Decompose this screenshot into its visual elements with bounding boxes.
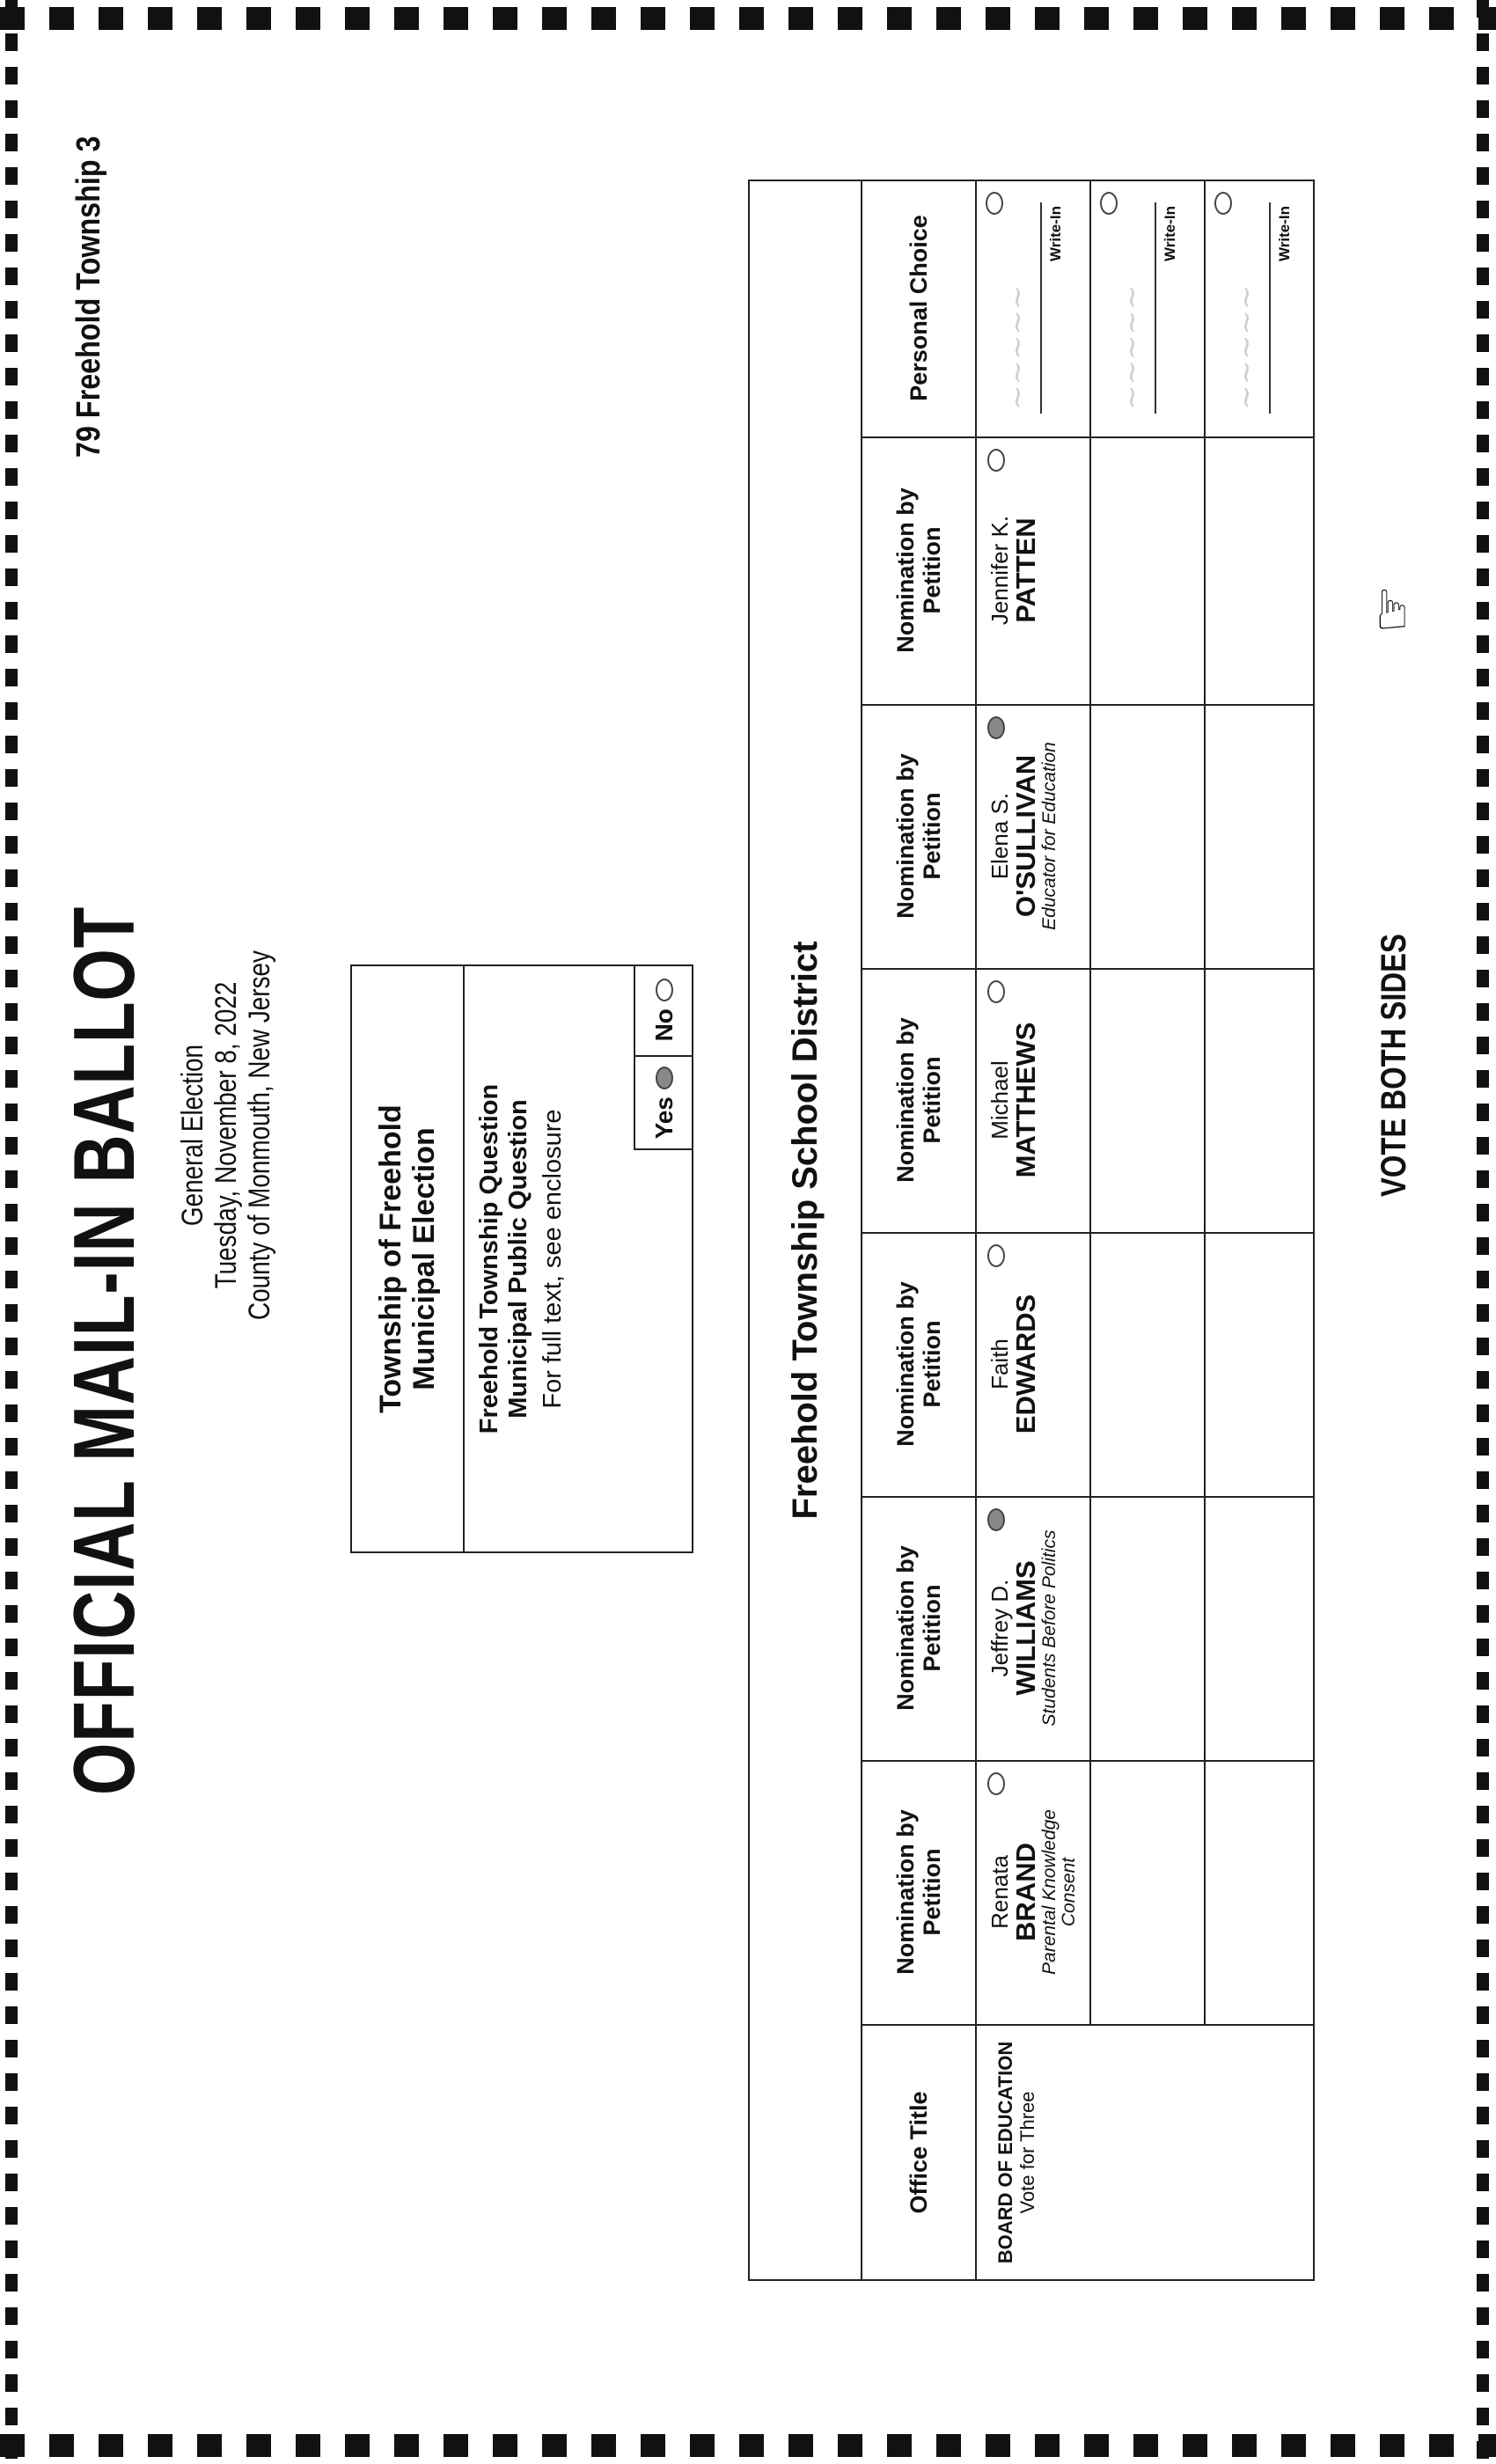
nomination-label: Petition [919,1320,945,1408]
candidate-column [862,1232,1313,1498]
office-title [977,2026,1038,2279]
nomination-label: Petition [919,1056,945,1144]
no-option[interactable] [635,964,693,1058]
empty-cell [1091,1760,1206,2024]
election-county: County of Monmouth, New Jersey [243,950,276,1320]
candidate-cell[interactable] [977,436,1091,704]
candidate-column [862,1760,1313,2026]
candidate-oval[interactable] [987,449,1005,472]
nomination-label: Nomination by [892,1545,919,1711]
candidate-first-name: Jennifer K. [986,515,1013,626]
contest-caption: Freehold Township School District [750,181,862,2279]
candidate-oval[interactable] [987,1772,1005,1795]
nomination-label: Nomination by [892,1017,919,1183]
candidate-first-name: Elena S. [986,792,1013,880]
empty-cell [1206,1760,1318,2024]
candidate-oval[interactable] [987,980,1005,1003]
candidate-last-name: MATTHEWS [1010,1022,1041,1178]
yes-oval[interactable] [656,1067,673,1089]
write-in-row[interactable] [1206,180,1318,436]
question-heading-line: Municipal Election [407,1127,441,1390]
public-question-box [350,964,693,1553]
ballot-title: OFFICIAL MAIL-IN BALLOT [55,906,152,1795]
office-title-column [862,2026,1313,2279]
write-in-label: Write-In [1047,206,1064,261]
write-in-row[interactable] [977,180,1091,436]
candidate-last-name: PATTEN [1010,517,1041,623]
candidate-first-name: Renata [986,1855,1013,1929]
write-in-scribble: ~~~~~ [1114,284,1149,410]
empty-cell [1206,1496,1318,1760]
candidate-slogan: Parental Knowledge [1039,1809,1060,1975]
candidate-column [862,1496,1313,1762]
nomination-label: Nomination by [892,488,919,653]
election-date: Tuesday, November 8, 2022 [209,981,243,1289]
question-body [475,966,568,1551]
empty-cell [1206,436,1318,704]
empty-cell [1206,1232,1318,1496]
nomination-label: Nomination by [892,753,919,919]
write-in-oval[interactable] [1214,192,1232,215]
candidate-cell[interactable] [977,968,1091,1232]
write-in-oval[interactable] [1100,192,1118,215]
candidate-column [862,704,1313,970]
empty-cell [1206,968,1318,1232]
question-heading-line: Township of Freehold [374,1104,407,1413]
no-oval[interactable] [656,979,673,1001]
question-name: Freehold Township Question [475,1083,503,1434]
personal-choice-column [862,180,1313,438]
candidate-last-name: EDWARDS [1010,1294,1041,1434]
write-in-line [1155,202,1156,414]
vote-both-sides: VOTE BOTH SIDES [1375,934,1413,1197]
candidate-column [862,968,1313,1234]
candidate-slogan: Consent [1059,1857,1079,1927]
candidate-header [862,1232,977,1496]
candidate-slogan: Students Before Politics [1039,1529,1060,1727]
nomination-label: Petition [919,792,945,880]
write-in-oval[interactable] [986,192,1003,215]
write-in-label: Write-In [1162,206,1178,261]
write-in-label: Write-In [1276,206,1293,261]
candidate-header [862,704,977,968]
nomination-label: Petition [919,1584,945,1672]
candidate-first-name: Jeffrey D. [986,1579,1013,1677]
office-name: BOARD OF EDUCATION [994,2041,1016,2264]
candidate-slogan: Educator for Education [1039,742,1060,930]
precinct-label: 79 Freehold Township 3 [70,136,107,458]
write-in-scribble: ~~~~~ [1000,284,1035,410]
candidate-header [862,1760,977,2024]
write-in-scribble: ~~~~~ [1228,284,1264,410]
candidate-cell[interactable] [977,1232,1091,1496]
candidate-oval[interactable] [987,1244,1005,1267]
candidate-cell[interactable] [977,1760,1091,2024]
board-of-education-contest [748,180,1315,2281]
nomination-label: Nomination by [892,1809,919,1975]
vote-for: Vote for Three [1016,2091,1038,2214]
candidate-last-name: WILLIAMS [1010,1560,1041,1696]
write-in-line [1269,202,1271,414]
candidate-cell[interactable] [977,704,1091,968]
yes-option[interactable] [635,1058,693,1149]
candidate-last-name: O'SULLIVAN [1010,754,1041,918]
empty-cell [1091,968,1206,1232]
candidate-oval[interactable] [987,716,1005,739]
candidate-header [862,1496,977,1760]
candidate-first-name: Faith [986,1338,1013,1390]
candidate-header [862,968,977,1232]
empty-cell [1091,436,1206,704]
personal-choice-header: Personal Choice [862,180,977,436]
nomination-label: Petition [919,526,945,614]
question-note: For full text, see enclosure [539,1109,567,1409]
empty-cell [1091,1232,1206,1496]
write-in-line [1040,202,1042,414]
empty-cell [1091,704,1206,968]
candidate-header [862,436,977,704]
pointing-hand-icon: ☞ [1362,584,1423,634]
candidate-first-name: Michael [986,1060,1013,1140]
office-title-header: Office Title [862,2026,977,2279]
no-label: No [650,1008,678,1042]
nomination-label: Nomination by [892,1281,919,1447]
candidate-cell[interactable] [977,1496,1091,1760]
yes-label: Yes [650,1096,678,1140]
empty-cell [1206,704,1318,968]
candidate-oval[interactable] [987,1508,1005,1531]
write-in-row[interactable] [1091,180,1206,436]
question-heading [352,966,465,1551]
candidate-last-name: BRAND [1010,1843,1041,1941]
nomination-label: Petition [919,1848,945,1936]
question-name: Municipal Public Question [504,1099,532,1419]
election-name: General Election [176,1044,209,1227]
yes-no-options [634,964,693,1150]
empty-cell [1091,1496,1206,1760]
candidate-column [862,436,1313,706]
